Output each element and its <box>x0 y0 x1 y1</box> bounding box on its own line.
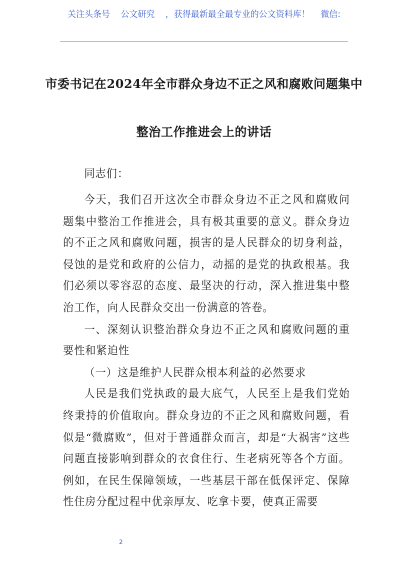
greeting: 同志们： <box>84 168 129 180</box>
header-item-follow: 关注头条号 <box>67 10 110 20</box>
document-title-line1: 市委书记在2024年全市群众身边不正之风和腐败问题集中 <box>45 77 363 91</box>
paragraph-intro: 今天，我们召开这次全市群众身边不正之风和腐败问题集中整治工作推进会，具有极其重要的意义。群众身边的不正之风和腐败问题，损害的是人民群众的切身利益，侵蚀的是党和政府的公信力，动摇的是党的执政根基。我们必须以零容忍的态度、最坚决的行动，深入推进集中整治工作，向人民群众交出一份满意的答卷。 <box>63 194 350 314</box>
page-number: 2 <box>119 539 123 546</box>
header-divider <box>60 41 348 42</box>
section-heading-1: 一、深刻认识整治群众身边不正之风和腐败问题的重要性和紧迫性 <box>63 323 350 358</box>
header-item-account: 公文研究 <box>120 10 155 20</box>
header-item-slogan: ，获得最新最全最专业的公文资料库！ <box>165 10 310 20</box>
header-item-wechat: 微信: <box>320 10 341 20</box>
body-text <box>63 190 350 514</box>
header-banner <box>0 8 408 20</box>
document-title-line2: 整治工作推进会上的讲话 <box>136 125 272 139</box>
subsection-heading-1: （一）这是维护人民群众根本利益的必然要求 <box>84 366 307 379</box>
paragraph-body: 人民是我们党执政的最大底气，人民至上是我们党始终秉持的价值取向。群众身边的不正之风和腐败问题，看似是“微腐败”，但对于普通群众而言，却是“大祸害”这些问题直接影响到群众的衣食住行、生老病死等各个方面。例如，在民生保障领域，一些基层干部在低保评定、保障性住房分配过程中优亲厚友、吃拿卡要，使真正需要 <box>63 388 350 509</box>
